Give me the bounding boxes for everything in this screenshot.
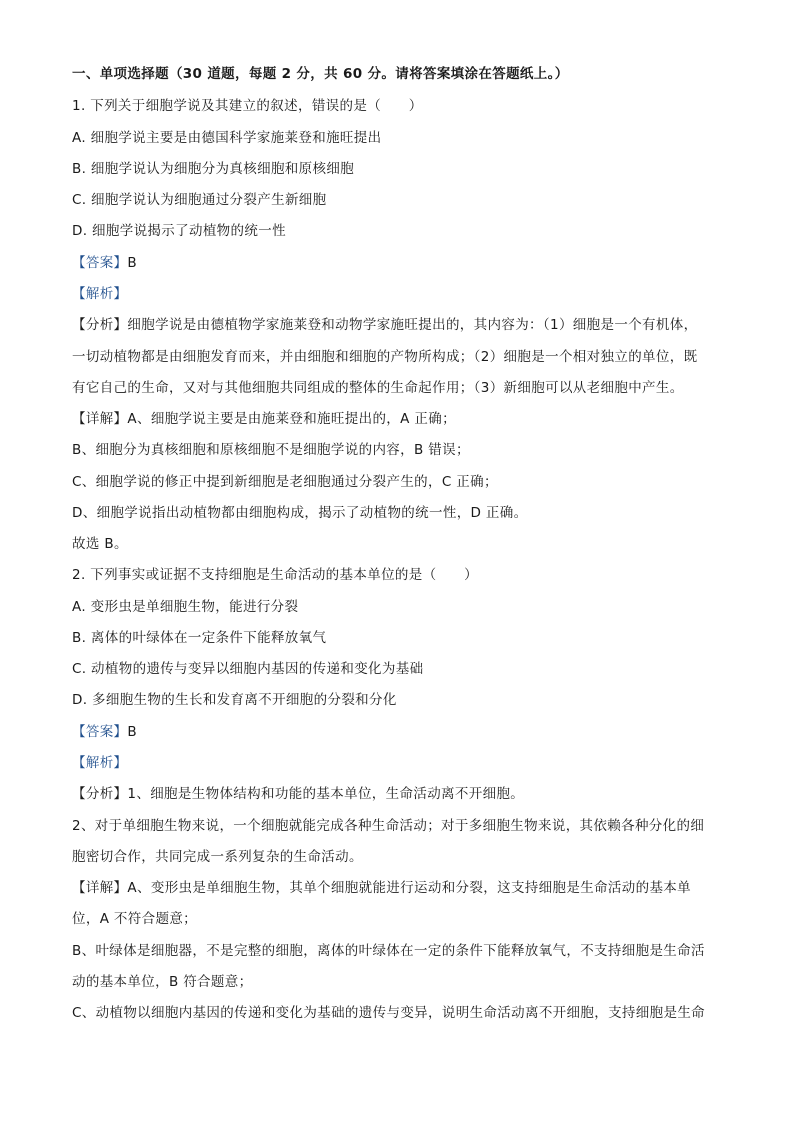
xiangjie-tag: 【详解】 bbox=[72, 411, 128, 427]
question-1-fenxi-line bbox=[72, 315, 724, 335]
answer-tag: 【答案】 bbox=[72, 724, 128, 740]
question-1-answer bbox=[72, 253, 724, 273]
question-1-analysis-tag bbox=[72, 284, 724, 304]
question-1-conclusion: 故选 B。 bbox=[72, 536, 128, 552]
question-2-option-d: D. 多细胞生物的生长和发育离不开细胞的分裂和分化 bbox=[72, 692, 397, 708]
fenxi-text: 1、细胞是生物体结构和功能的基本单位，生命活动离不开细胞。 bbox=[127, 786, 525, 802]
question-2-analysis-tag bbox=[72, 753, 724, 773]
question-1-option-b: B. 细胞学说认为细胞分为真核细胞和原核细胞 bbox=[72, 161, 355, 177]
question-2-answer bbox=[72, 722, 724, 742]
answer-tag: 【答案】 bbox=[72, 255, 128, 271]
question-2-xiangjie-line: 位，A 不符合题意； bbox=[72, 911, 198, 927]
question-1-fenxi-line: 有它自己的生命，又对与其他细胞共同组成的整体的生命起作用；（3）新细胞可以从老细胞中产生。 bbox=[72, 380, 684, 396]
xiangjie-text: A、细胞学说主要是由施莱登和施旺提出的，A 正确； bbox=[127, 411, 456, 427]
answer-value: B bbox=[127, 724, 138, 740]
xiangjie-tag: 【详解】 bbox=[72, 880, 128, 896]
fenxi-tag: 【分析】 bbox=[72, 786, 128, 802]
answer-value: B bbox=[127, 255, 138, 271]
question-2-stem: 2. 下列事实或证据不支持细胞是生命活动的基本单位的是（ ） bbox=[72, 567, 479, 583]
question-2-xiangjie-line: C、动植物以细胞内基因的传递和变化为基础的遗传与变异，说明生命活动离不开细胞，支持细胞是生命 bbox=[72, 1005, 706, 1021]
question-1-xiangjie-line: C、细胞学说的修正中提到新细胞是老细胞通过分裂产生的，C 正确； bbox=[72, 474, 498, 490]
question-2-xiangjie-line: B、叶绿体是细胞器，不是完整的细胞，离体的叶绿体在一定的条件下能释放氧气，不支持细胞是生命活 bbox=[72, 943, 705, 959]
question-1-option-d: D. 细胞学说揭示了动植物的统一性 bbox=[72, 223, 286, 239]
fenxi-text: 细胞学说是由德植物学家施莱登和动物学家施旺提出的，其内容为：（1）细胞是一个有机体， bbox=[127, 317, 698, 333]
question-2-xiangjie-line bbox=[72, 878, 724, 898]
question-1-xiangjie-line: D、细胞学说指出动植物都由细胞构成，揭示了动植物的统一性，D 正确。 bbox=[72, 505, 528, 521]
question-2-option-b: B. 离体的叶绿体在一定条件下能释放氧气 bbox=[72, 630, 327, 646]
question-2-option-c: C. 动植物的遗传与变异以细胞内基因的传递和变化为基础 bbox=[72, 661, 424, 677]
question-1-xiangjie-line: B、细胞分为真核细胞和原核细胞不是细胞学说的内容，B 错误； bbox=[72, 442, 470, 458]
question-1-option-a: A. 细胞学说主要是由德国科学家施莱登和施旺提出 bbox=[72, 130, 382, 146]
question-2-fenxi-line: 2、对于单细胞生物来说，一个细胞就能完成各种生命活动；对于多细胞生物来说，其依赖各种分化的细 bbox=[72, 818, 705, 834]
analysis-tag: 【解析】 bbox=[72, 755, 128, 771]
question-1-option-c: C. 细胞学说认为细胞通过分裂产生新细胞 bbox=[72, 192, 327, 208]
question-1-xiangjie-line bbox=[72, 409, 724, 429]
section-heading: 一、单项选择题（30 道题，每题 2 分，共 60 分。请将答案填涂在答题纸上。） bbox=[72, 66, 569, 82]
question-2-fenxi-line: 胞密切合作，共同完成一系列复杂的生命活动。 bbox=[72, 849, 363, 865]
xiangjie-text: A、变形虫是单细胞生物，其单个细胞就能进行运动和分裂，这支持细胞是生命活动的基本单 bbox=[127, 880, 691, 896]
question-1-fenxi-line: 一切动植物都是由细胞发育而来，并由细胞和细胞的产物所构成；（2）细胞是一个相对独立的单位，既 bbox=[72, 349, 698, 365]
question-2-option-a: A. 变形虫是单细胞生物，能进行分裂 bbox=[72, 599, 299, 615]
question-2-fenxi-line bbox=[72, 784, 724, 804]
analysis-tag: 【解析】 bbox=[72, 286, 128, 302]
question-2-xiangjie-line: 动的基本单位，B 符合题意； bbox=[72, 974, 253, 990]
question-1-stem: 1. 下列关于细胞学说及其建立的叙述，错误的是（ ） bbox=[72, 98, 423, 114]
fenxi-tag: 【分析】 bbox=[72, 317, 128, 333]
